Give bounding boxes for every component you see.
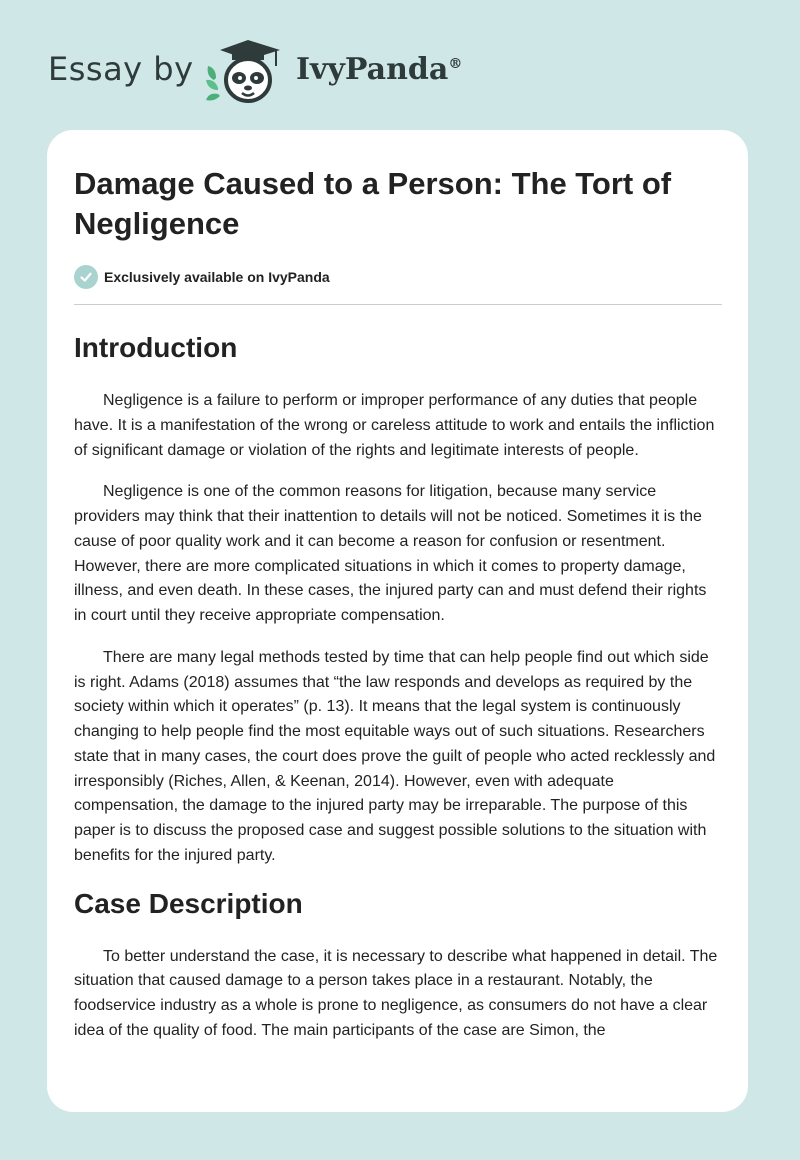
essay-by-label: Essay by bbox=[48, 50, 194, 88]
brand-text: IvyPanda bbox=[296, 52, 449, 87]
paragraph: Negligence is a failure to perform or improper performance of any duties that people have. It is a manifestation of the wrong or careless attitude to work and entails the infliction of significant damage or violation of the rights and legitimate interests of people. bbox=[74, 392, 715, 459]
essay-content bbox=[74, 164, 722, 1044]
essay-card bbox=[47, 130, 748, 1112]
exclusive-badge bbox=[74, 264, 722, 290]
brand-name[interactable] bbox=[296, 52, 462, 87]
panda-graduate-icon[interactable] bbox=[200, 36, 288, 108]
paragraph: To better understand the case, it is necessary to describe what happened in detail. The situation that caused damage to a person takes place in a restaurant. Notably, the foodservice industry as a whole is prone to negligence, as consumers do not have a clear idea of the quality of food. The main participants of the case are Simon, the bbox=[74, 947, 718, 1039]
divider bbox=[74, 304, 722, 305]
paragraph: Negligence is one of the common reasons for litigation, because many service providers may think that their inattention to details will not be noticed. Sometimes it is the cause of poor quality work and it can become a reason for confusion or resentment. However, there are more complicated situations in which it comes to property damage, illness, and even death. In these cases, the injured party can and must defend their rights in court until they receive appropriate compensation. bbox=[74, 483, 707, 624]
page-title: Damage Caused to a Person: The Tort of Negligence bbox=[74, 166, 672, 241]
registered-mark: ® bbox=[448, 56, 463, 72]
section-heading-case-description: Case Description bbox=[74, 887, 303, 919]
check-icon bbox=[74, 265, 98, 289]
section-heading-introduction: Introduction bbox=[74, 332, 238, 363]
paragraph: There are many legal methods tested by time that can help people find out which side is right. Adams (2018) assumes that “the law responds and develops as required by the society within which it operates” (p. 13). It means that the legal system is continuously changing to help people find the most equitable ways out of such situations. Researchers state that in many cases, the court does prove the guilt of people who acted recklessly and irresponsibly (Riches, Allen, & Keenan, 2014). However, even with adequate compensation, the damage to the injured party may be irreparable. The purpose of this paper is to discuss the proposed case and suggest possible solutions to the situation with benefits for the injured party. bbox=[74, 648, 716, 864]
site-header bbox=[0, 0, 800, 130]
badge-label: Exclusively available on IvyPanda bbox=[104, 269, 330, 285]
